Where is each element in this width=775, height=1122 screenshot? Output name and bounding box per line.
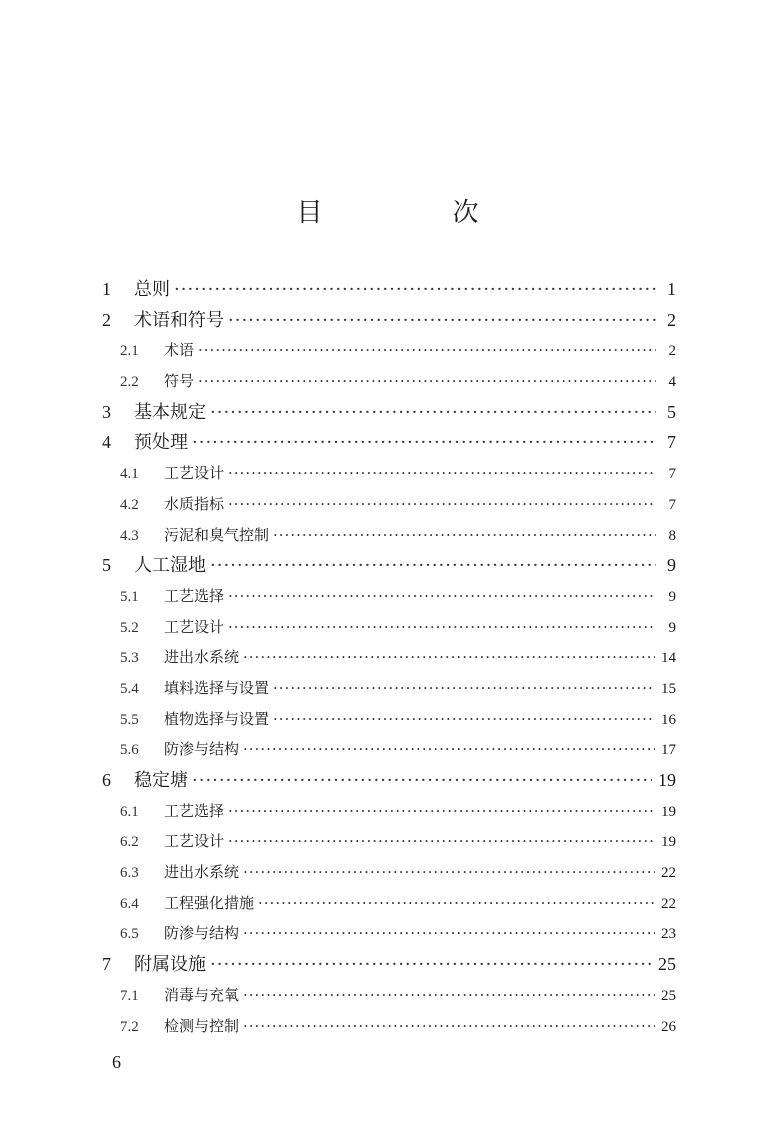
toc-entry-label: 进出水系统	[164, 648, 240, 667]
toc-entry-page: 17	[661, 742, 676, 759]
toc-entry[interactable]	[102, 826, 676, 857]
dot-leader	[273, 704, 655, 735]
toc-entry-label: 工艺设计	[164, 464, 225, 483]
toc-entry-page: 9	[668, 619, 676, 636]
toc-entry-page: 19	[661, 803, 676, 820]
dot-leader	[243, 857, 655, 888]
toc-entry-number: 5.4	[120, 680, 139, 697]
toc-entry-number: 5.1	[120, 588, 139, 605]
toc-entry-number: 7.1	[120, 987, 139, 1004]
toc-entry[interactable]	[102, 366, 676, 397]
dot-leader	[228, 826, 655, 857]
toc-entry-number: 7.2	[120, 1018, 139, 1035]
toc-entry[interactable]	[102, 274, 676, 305]
toc-entry-page: 9	[667, 555, 676, 576]
toc-entry[interactable]	[102, 305, 676, 336]
toc-entry-page: 7	[668, 466, 676, 483]
dot-leader	[210, 398, 656, 429]
toc-entry-page: 4	[668, 374, 676, 391]
toc-entry-number: 6.5	[120, 926, 139, 943]
toc-entry-page: 14	[661, 650, 676, 667]
page-number: 6	[112, 1052, 121, 1072]
toc-entry-label: 水质指标	[164, 494, 225, 513]
dot-leader	[228, 489, 656, 520]
toc-entry-number: 7	[102, 954, 111, 975]
dot-leader	[243, 980, 655, 1011]
toc-entry[interactable]	[102, 581, 676, 612]
toc-entry-page: 26	[661, 1018, 676, 1035]
toc-entry[interactable]	[102, 458, 676, 489]
toc-entry[interactable]	[102, 734, 676, 765]
toc-entry-label: 符号	[164, 372, 195, 391]
toc-entry-number: 6	[102, 770, 111, 790]
dot-leader	[198, 335, 656, 366]
toc-entry-label: 工艺设计	[164, 832, 225, 851]
toc-entry[interactable]	[102, 612, 676, 643]
toc-entry-number: 2.2	[120, 374, 139, 391]
toc-entry-page: 19	[658, 770, 676, 790]
toc-entry[interactable]	[102, 765, 676, 796]
toc-entry-number: 4	[102, 432, 111, 453]
toc-entry-label: 稳定塘	[134, 770, 188, 791]
toc-entry-number: 2.1	[120, 343, 139, 360]
toc-entry-page: 16	[661, 711, 676, 728]
toc-entry-page: 23	[661, 926, 676, 943]
toc-entry-label: 进出水系统	[164, 863, 240, 882]
dot-leader	[273, 673, 655, 704]
toc-entry-label: 基本规定	[134, 401, 206, 423]
toc-entry-label: 消毒与充氧	[164, 985, 240, 1004]
toc-entry-page: 7	[668, 496, 676, 513]
toc-entry-number: 2	[102, 309, 111, 330]
dot-leader	[174, 275, 656, 306]
toc-entry-label: 检测与控制	[164, 1016, 240, 1035]
toc-entry-number: 5.2	[120, 619, 139, 636]
toc-entry-number: 6.1	[120, 803, 139, 820]
toc-entry-label: 填料选择与设置	[164, 678, 270, 697]
page-title: 目 次	[296, 198, 531, 228]
toc-entry-number: 3	[102, 401, 111, 422]
toc-entry-label: 工程强化措施	[164, 893, 255, 912]
toc-entry-number: 5.6	[120, 742, 139, 759]
toc-entry[interactable]	[102, 949, 676, 980]
dot-leader	[228, 581, 656, 612]
toc-entry-label: 植物选择与设置	[164, 709, 270, 728]
toc-entry-label: 预处理	[134, 432, 188, 454]
toc-entry-number: 5	[102, 555, 111, 576]
toc-entry-label: 工艺设计	[164, 617, 225, 636]
dot-leader	[228, 306, 656, 337]
toc-entry-label: 污泥和臭气控制	[164, 525, 270, 544]
toc-entry-number: 6.4	[120, 895, 139, 912]
dot-leader	[192, 766, 652, 797]
toc-entry[interactable]	[102, 980, 676, 1011]
dot-leader	[198, 366, 656, 397]
dot-leader	[192, 428, 656, 459]
toc-entry[interactable]	[102, 642, 676, 673]
toc-entry-page: 2	[667, 309, 676, 330]
toc-entry[interactable]	[102, 335, 676, 366]
toc-entry[interactable]	[102, 520, 676, 551]
dot-leader	[258, 888, 655, 919]
toc-entry[interactable]	[102, 397, 676, 428]
toc-entry-label: 工艺选择	[164, 586, 225, 605]
toc-entry-page: 22	[661, 895, 676, 912]
dot-leader	[243, 734, 655, 765]
toc-entry-page: 2	[668, 343, 676, 360]
toc-entry-number: 6.3	[120, 865, 139, 882]
toc-entry-label: 术语	[164, 341, 195, 360]
toc-entry[interactable]	[102, 673, 676, 704]
toc-entry-number: 4.1	[120, 466, 139, 483]
toc-entry[interactable]	[102, 427, 676, 458]
dot-leader	[243, 642, 655, 673]
toc-entry-page: 25	[658, 954, 676, 975]
toc-entry-page: 8	[668, 527, 676, 544]
toc-entry[interactable]	[102, 918, 676, 949]
dot-leader	[243, 918, 655, 949]
toc-entry-page: 25	[661, 987, 676, 1004]
toc-entry[interactable]	[102, 704, 676, 735]
toc-entry[interactable]	[102, 796, 676, 827]
toc-entry[interactable]	[102, 1011, 676, 1042]
toc-entry-label: 术语和符号	[134, 309, 224, 331]
dot-leader	[210, 551, 656, 582]
toc-entry-page: 5	[667, 401, 676, 422]
dot-leader	[228, 796, 655, 827]
table-of-contents	[102, 274, 676, 1041]
dot-leader	[228, 612, 656, 643]
toc-entry-number: 4.2	[120, 496, 139, 513]
toc-entry-label: 防渗与结构	[164, 924, 240, 943]
dot-leader	[243, 1011, 655, 1042]
toc-entry-label: 人工湿地	[134, 555, 206, 577]
dot-leader	[228, 458, 656, 489]
toc-entry-number: 5.3	[120, 650, 139, 667]
toc-entry[interactable]	[102, 888, 676, 919]
toc-entry-label: 工艺选择	[164, 801, 225, 820]
toc-entry-page: 15	[661, 680, 676, 697]
toc-entry-label: 附属设施	[134, 954, 206, 976]
toc-entry-number: 1	[102, 279, 111, 299]
toc-entry-page: 22	[661, 865, 676, 882]
toc-entry[interactable]	[102, 550, 676, 581]
toc-entry-number: 5.5	[120, 711, 139, 728]
toc-entry-page: 7	[667, 432, 676, 453]
toc-entry-number: 4.3	[120, 527, 139, 544]
toc-entry-label: 总则	[134, 279, 170, 300]
toc-entry-page: 1	[667, 279, 676, 299]
toc-entry[interactable]	[102, 857, 676, 888]
toc-entry-label: 防渗与结构	[164, 740, 240, 759]
dot-leader	[210, 950, 652, 981]
toc-entry[interactable]	[102, 489, 676, 520]
dot-leader	[273, 520, 656, 551]
toc-entry-page: 9	[668, 588, 676, 605]
toc-entry-number: 6.2	[120, 834, 139, 851]
toc-entry-page: 19	[661, 834, 676, 851]
